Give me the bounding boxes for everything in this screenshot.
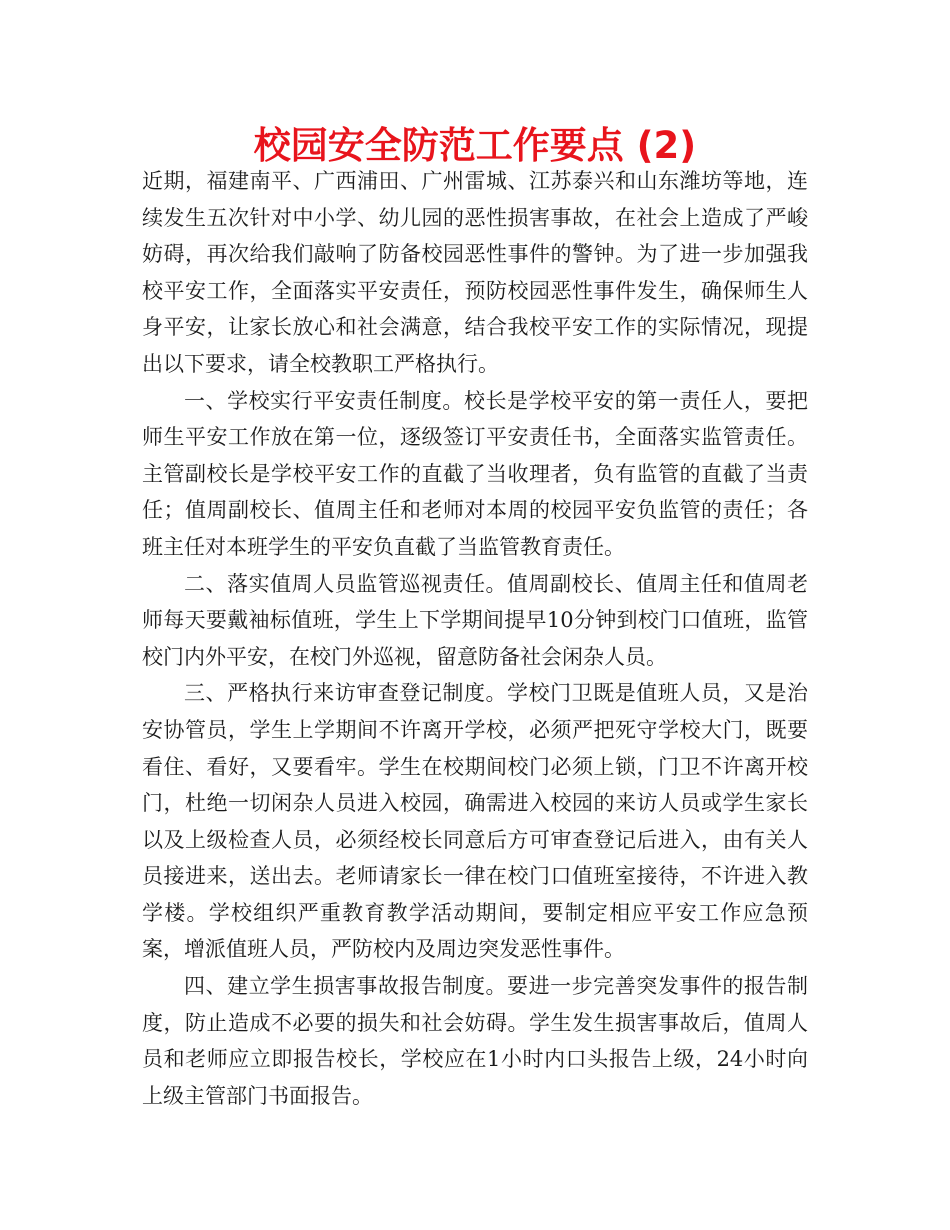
paragraph-section-1: 一、学校实行平安责任制度。校长是学校平安的第一责任人，要把师生平安工作放在第一位，逐级签订平安责任书，全面落实监管责任。主管副校长是学校平安工作的直截了当收理者，负有监管的直截了当责任；值周副校长、值周主任和老师对本周的校园平安负监管的责任；各班主任对本班学生的平安负直截了当监管教育责任。 <box>142 388 808 559</box>
document-title: 校园安全防范工作要点 (2) <box>253 124 697 167</box>
document-body <box>142 163 808 1114</box>
paragraph-section-2: 二、落实值周人员监管巡视责任。值周副校长、值周主任和值周老师每天要戴袖标值班，学生上下学期间提早10分钟到校门口值班，监管校门内外平安，在校门外巡视，留意防备社会闲杂人员。 <box>142 571 808 669</box>
paragraph-section-3: 三、严格执行来访审查登记制度。学校门卫既是值班人员，又是治安协管员，学生上学期间不许离开学校，必须严把死守学校大门，既要看住、看好，又要看牢。学生在校期间校门必须上锁，门卫不许离开校门，杜绝一切闲杂人员进入校园，确需进入校园的来访人员或学生家长以及上级检查人员，必须经校长同意后方可审查登记后进入，由有关人员接进来，送出去。老师请家长一律在校门口值班室接待，不许进入教学楼。学校组织严重教育教学活动期间，要制定相应平安工作应急预案，增派值班人员，严防校内及周边突发恶性事件。 <box>142 681 808 962</box>
paragraph-section-4: 四、建立学生损害事故报告制度。要进一步完善突发事件的报告制度，防止造成不必要的损失和社会妨碍。学生发生损害事故后，值周人员和老师应立即报告校长，学校应在1小时内口头报告上级，24小时向上级主管部门书面报告。 <box>142 974 808 1108</box>
paragraph-intro: 近期，福建南平、广西浦田、广州雷城、江苏泰兴和山东潍坊等地，连续发生五次针对中小学、幼儿园的恶性损害事故，在社会上造成了严峻妨碍，再次给我们敲响了防备校园恶性事件的警钟。为了进一步加强我校平安工作，全面落实平安责任，预防校园恶性事件发生，确保师生人身平安，让家长放心和社会满意，结合我校平安工作的实际情况，现提出以下要求，请全校教职工严格执行。 <box>142 169 808 376</box>
